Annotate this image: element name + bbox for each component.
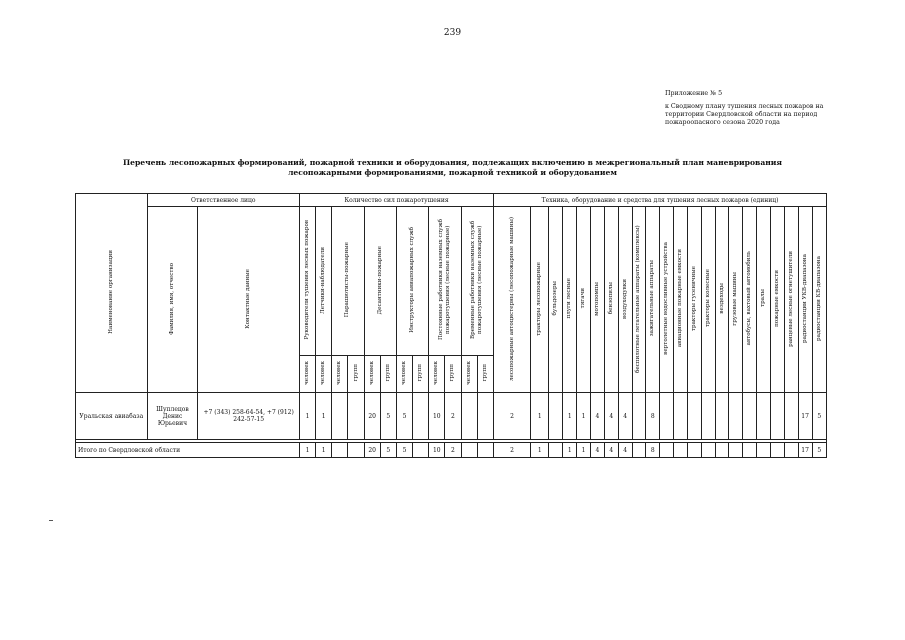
total-equip-value — [701, 443, 715, 458]
appendix-title: Приложение № 5 — [665, 90, 723, 97]
header-equip-col: авиационные пожарные емкости — [674, 207, 688, 393]
total-force-value: 5 — [396, 443, 412, 458]
header-equip-col: лесопожарные автоцистерны (лесопожарные машины) — [494, 207, 531, 393]
force-value: 1 — [299, 393, 315, 440]
header-fio: Фамилия, имя, отчество — [147, 207, 198, 393]
header-equip-col: мотопомпы — [591, 207, 605, 393]
total-equip-value — [770, 443, 784, 458]
force-value — [461, 393, 477, 440]
equip-value — [743, 393, 757, 440]
header-equip-col: бензопилы — [604, 207, 618, 393]
total-force-value — [477, 443, 493, 458]
total-equip-value: 8 — [646, 443, 660, 458]
unit-person: человек — [332, 356, 348, 393]
header-equip-col: радиостанции УКВ-диапазона — [798, 207, 812, 393]
scan-mark — [49, 520, 53, 521]
total-label: Итого по Свердловской области — [76, 443, 300, 458]
total-force-value: 1 — [299, 443, 315, 458]
total-equip-value — [743, 443, 757, 458]
force-value: 20 — [364, 393, 380, 440]
equip-value — [729, 393, 743, 440]
equip-value — [757, 393, 771, 440]
force-value: 10 — [429, 393, 445, 440]
total-equip-value — [660, 443, 674, 458]
total-equip-value — [674, 443, 688, 458]
header-equip-col: ранцевые лесные огнетушители — [784, 207, 798, 393]
total-equip-value: 4 — [591, 443, 605, 458]
equip-value — [632, 393, 646, 440]
unit-group: групп — [380, 356, 396, 393]
equip-value: 5 — [812, 393, 827, 440]
force-value: 1 — [316, 393, 332, 440]
header-equip-col: автобусы, вахтовый автомобиль — [743, 207, 757, 393]
table-row — [76, 393, 827, 440]
header-equip-col: пожарные емкости — [770, 207, 784, 393]
equip-value: 4 — [618, 393, 632, 440]
total-force-value — [461, 443, 477, 458]
header-force-col: Постоянные работники наземных служб пожаротушения (лесные пожарные) — [429, 207, 461, 356]
total-force-value: 1 — [316, 443, 332, 458]
appendix-text: к Сводному плану тушения лесных пожаров на территории Свердловской области на период пожароопасного сезона 2020 года — [665, 103, 824, 126]
total-equip-value: 1 — [531, 443, 549, 458]
force-value: 5 — [396, 393, 412, 440]
total-equip-value: 1 — [577, 443, 591, 458]
force-value — [332, 393, 348, 440]
equip-value — [674, 393, 688, 440]
header-equip-col: плуги лесные — [563, 207, 577, 393]
unit-person: человек — [429, 356, 445, 393]
unit-person: человек — [299, 356, 315, 393]
appendix-note — [665, 90, 845, 127]
total-force-value: 2 — [445, 443, 461, 458]
header-equip-col: вертолетные водосливные устройства — [660, 207, 674, 393]
equip-value — [687, 393, 701, 440]
total-equip-value: 5 — [812, 443, 827, 458]
header-equip-col: тракторы лесопожарные — [531, 207, 549, 393]
header-equip-col: радиостанции КВ-диапазона — [812, 207, 827, 393]
forces-table — [75, 193, 827, 458]
equip-value — [701, 393, 715, 440]
header-equip-col: тракторы колесные — [701, 207, 715, 393]
equip-value: 1 — [563, 393, 577, 440]
header-equip-col: беспилотные летательные аппараты (комплексы) — [632, 207, 646, 393]
equip-value: 17 — [798, 393, 812, 440]
equip-value: 8 — [646, 393, 660, 440]
force-value — [348, 393, 364, 440]
total-force-value — [413, 443, 429, 458]
total-equip-value — [784, 443, 798, 458]
equip-value: 4 — [604, 393, 618, 440]
total-force-value — [332, 443, 348, 458]
header-equip-col: грузовые машины — [729, 207, 743, 393]
header-force-col: Парашютисты-пожарные — [332, 207, 364, 356]
unit-group: групп — [413, 356, 429, 393]
equip-value: 2 — [494, 393, 531, 440]
total-equip-value — [632, 443, 646, 458]
unit-group: групп — [477, 356, 493, 393]
header-equip-col: воздуходувки — [618, 207, 632, 393]
total-equip-value: 4 — [618, 443, 632, 458]
equip-value: 4 — [591, 393, 605, 440]
force-value: 5 — [380, 393, 396, 440]
header-force-col: Инструкторы авиапожарных служб — [396, 207, 428, 356]
equip-value — [549, 393, 563, 440]
force-value — [413, 393, 429, 440]
equip-value — [770, 393, 784, 440]
unit-person: человек — [396, 356, 412, 393]
total-force-value: 20 — [364, 443, 380, 458]
total-equip-value: 17 — [798, 443, 812, 458]
equip-value: 1 — [577, 393, 591, 440]
header-contacts: Контактные данные — [198, 207, 300, 393]
header-equip-col: тягачи — [577, 207, 591, 393]
header-org: Наименование организации — [76, 194, 148, 393]
unit-person: человек — [316, 356, 332, 393]
total-force-value: 10 — [429, 443, 445, 458]
page-number: 239 — [443, 28, 462, 38]
header-force-col: Летчики-наблюдатели — [316, 207, 332, 356]
total-equip-value: 4 — [604, 443, 618, 458]
equip-value — [784, 393, 798, 440]
total-equip-value — [549, 443, 563, 458]
document-title: Перечень лесопожарных формирований, пожарной техники и оборудования, подлежащих включению в межрегиональный план маневрирования лесопожарными формированиями, пожарной техникой и оборудованием — [122, 158, 783, 177]
person-name: Шуплецов Денис Юрьевич — [147, 393, 198, 440]
total-equip-value — [729, 443, 743, 458]
unit-person: человек — [364, 356, 380, 393]
total-row — [76, 443, 827, 458]
total-equip-value — [715, 443, 729, 458]
header-responsible: Ответственное лицо — [147, 194, 299, 207]
header-force-col: Временные работники наземных служб пожаротушения (лесные пожарные) — [461, 207, 494, 356]
unit-person: человек — [461, 356, 477, 393]
contact-phones: +7 (343) 258-64-54, +7 (912) 242-57-15 — [198, 393, 300, 440]
total-force-value: 5 — [380, 443, 396, 458]
total-equip-value — [757, 443, 771, 458]
header-equipment: Техника, оборудование и средства для тушения лесных пожаров (единиц) — [494, 194, 827, 207]
force-value: 2 — [445, 393, 461, 440]
org-name: Уральская авиабаза — [76, 393, 148, 440]
force-value — [477, 393, 493, 440]
total-equip-value: 1 — [563, 443, 577, 458]
unit-group: групп — [445, 356, 461, 393]
equip-value: 1 — [531, 393, 549, 440]
header-equip-col: вездеходы — [715, 207, 729, 393]
header-equip-col: тралы — [757, 207, 771, 393]
total-equip-value: 2 — [494, 443, 531, 458]
header-force-col: Десантники-пожарные — [364, 207, 396, 356]
header-force-col: Руководители тушения лесных пожаров — [299, 207, 315, 356]
header-equip-col: зажигательные аппараты — [646, 207, 660, 393]
equip-value — [715, 393, 729, 440]
unit-group: групп — [348, 356, 364, 393]
total-equip-value — [687, 443, 701, 458]
total-force-value — [348, 443, 364, 458]
equip-value — [660, 393, 674, 440]
header-equip-col: тракторы гусеничные — [687, 207, 701, 393]
header-forces: Количество сил пожаротушения — [299, 194, 493, 207]
header-equip-col: бульдозеры — [549, 207, 563, 393]
